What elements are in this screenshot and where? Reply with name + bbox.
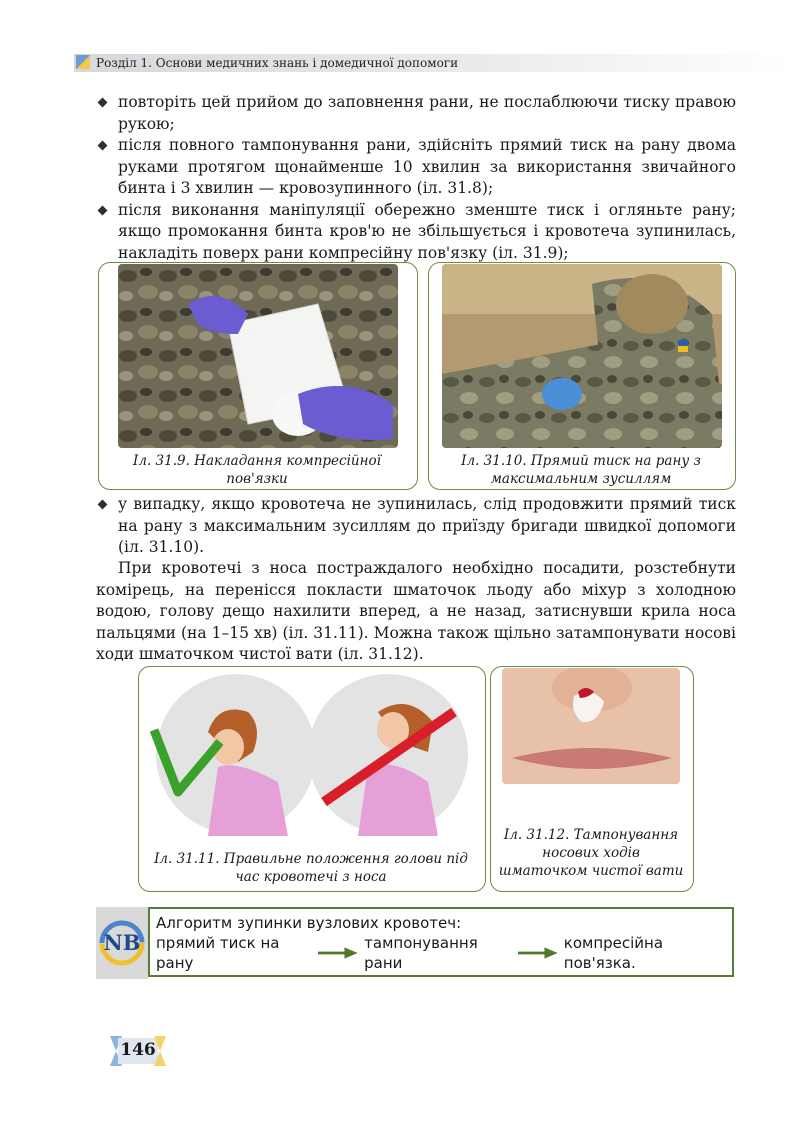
- nb-label: NB: [103, 930, 141, 955]
- page-number: 146: [120, 1040, 156, 1060]
- caption-31-10: Іл. 31.10. Прямий тиск на рану з максимальним зусиллям: [461, 453, 701, 487]
- nb-steps-row: [156, 933, 730, 973]
- nb-step-3: компресійна пов'язка.: [563, 934, 664, 972]
- header-marker-icon: [76, 55, 90, 69]
- arrow-right-icon: [518, 947, 558, 959]
- caption-31-12: Іл. 31.12. Тампонування носових ходів шматочком чистої вати: [498, 827, 684, 879]
- illustration-head-position: [148, 672, 474, 836]
- nb-title: Алгоритм зупинки вузлових кровотеч:: [156, 914, 462, 932]
- bullet-list-mid: [96, 494, 736, 559]
- bullet-item: після повного тампонування рани, здійсніть прямий тиск на рану двома руками протягом щонайменше 10 хвилин за використання звичайного бинта і 3 хвилин — кровозупинного (іл. 31.8);: [96, 135, 736, 200]
- bullet-list-top: [96, 92, 736, 264]
- bullet-item: після виконання маніпуляції обережно зменште тиск і огляньте рану; якщо промокання бинта кров'ю не збільшується і кровотеча зупинилась, накладіть поверх рани компресійну пов'язку (іл. 31.9);: [96, 200, 736, 265]
- nb-badge: [96, 907, 148, 979]
- photo-nasal-tampon: [502, 668, 680, 784]
- paragraph-text: При кровотечі з носа постраждалого необхідно посадити, розстебнути комірець, на перенісся покласти шматочок льоду або міхур з холодною водою, голову дещо нахилити вперед, а не назад, затиснувши крила носа пальцями (на 1–15 хв) (іл. 31.11). Можна також щільно затампонувати носові ходи шматочком чистої вати (іл. 31.12).: [96, 559, 736, 663]
- page-number-badge: [106, 1036, 170, 1066]
- bullet-item: повторіть цей прийом до заповнення рани, не послаблюючи тиску правою рукою;: [96, 92, 736, 135]
- photo-compression-bandage: [118, 264, 398, 448]
- caption-31-9: Іл. 31.9. Накладання компресійної пов'язки: [133, 453, 381, 487]
- caption-31-11: Іл. 31.11. Правильне положення голови під час кровотечі з носа: [154, 851, 468, 885]
- nb-content: [156, 913, 730, 973]
- chapter-header: Розділ 1. Основи медичних знань і домедичної допомоги: [96, 56, 459, 70]
- nb-step-1: прямий тиск на рану: [156, 934, 280, 972]
- arrow-right-icon: [318, 947, 358, 959]
- nb-step-2: тампонування рани: [364, 934, 478, 972]
- bullet-item: у випадку, якщо кровотеча не зупинилась, слід продовжити прямий тиск на рану з максимальним зусиллям до приїзду бригади швидкої допомоги (іл. 31.10).: [96, 494, 736, 559]
- nosebleed-paragraph: [96, 558, 736, 666]
- photo-direct-pressure: [442, 264, 722, 448]
